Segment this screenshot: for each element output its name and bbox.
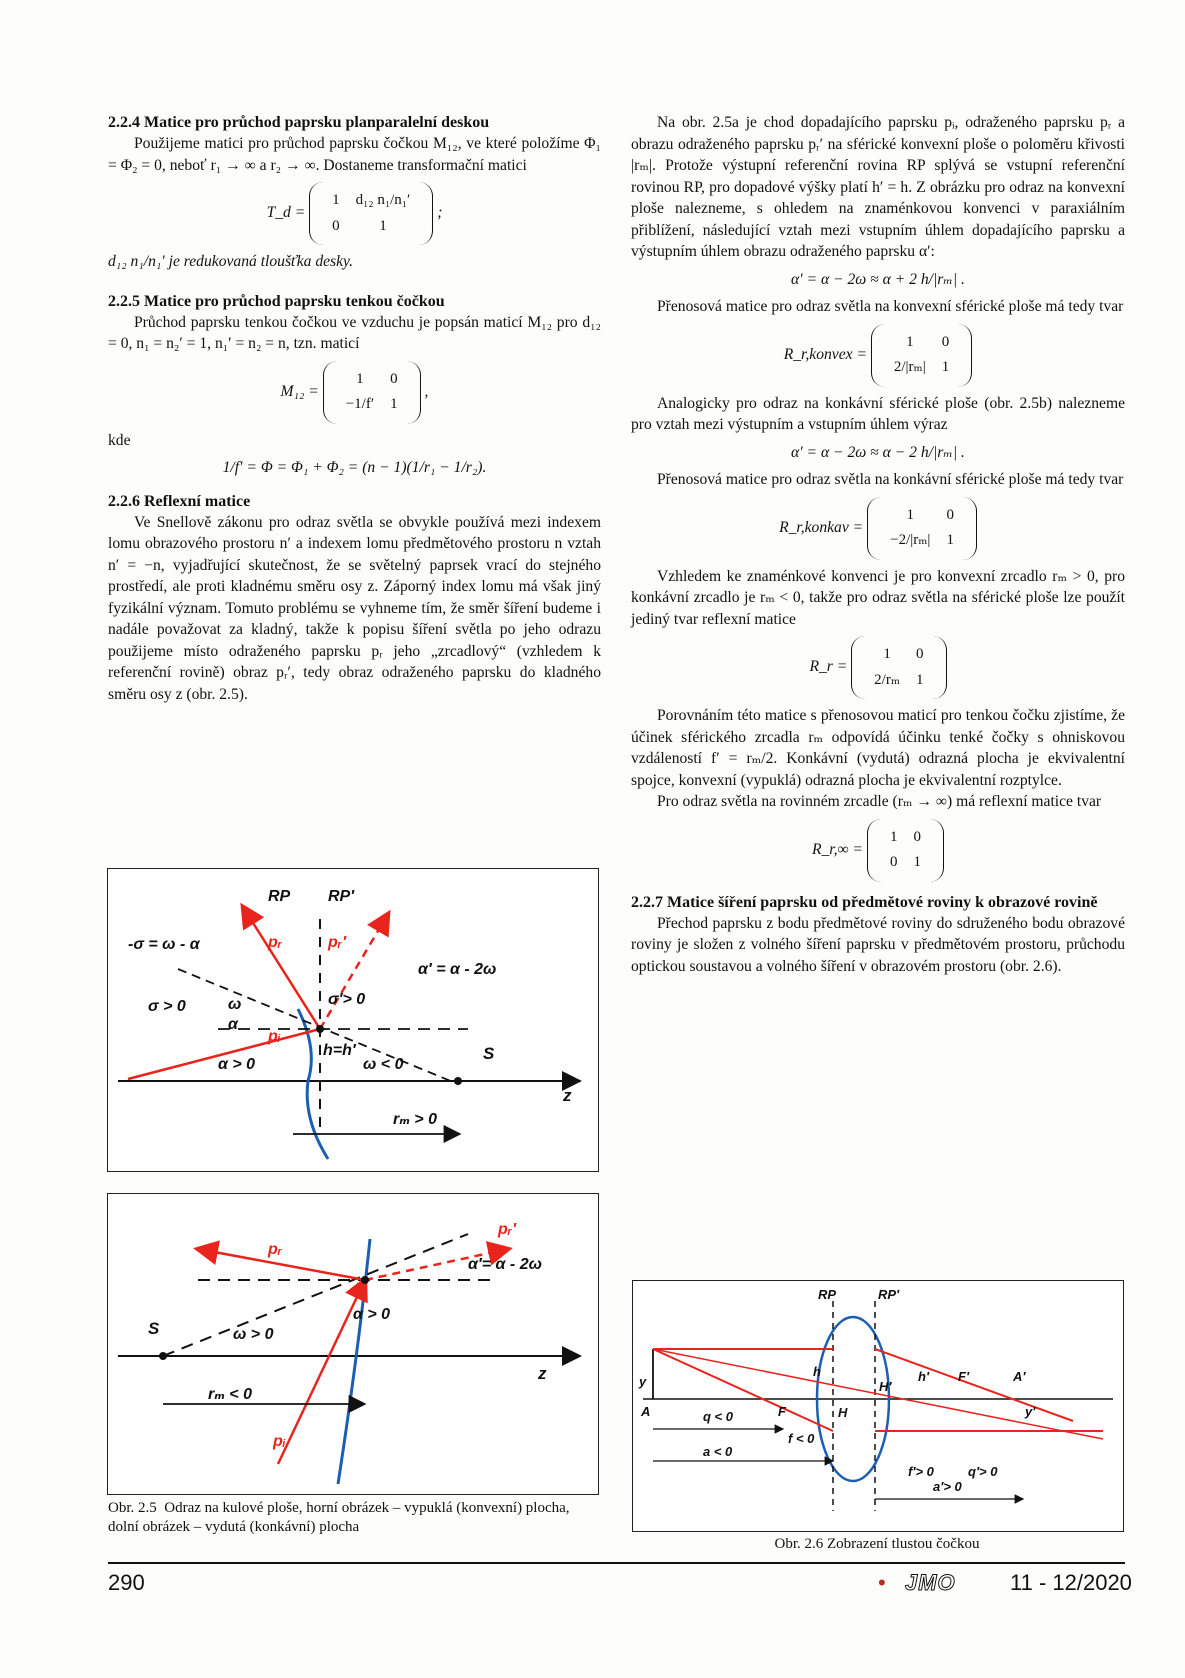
matrix-m12 bbox=[108, 361, 601, 424]
matrix-cell: 2/|rₘ| bbox=[893, 359, 926, 375]
journal-logo: JMO bbox=[905, 1570, 956, 1595]
incidence-point bbox=[316, 1025, 324, 1033]
matrix-lhs: T_d = bbox=[266, 204, 306, 222]
paragraph: Porovnáním této matice s přenosovou maticí pro tenkou čočku zjistíme, že účinek sférického zrcadla rₘ odpovídá účinku tenké čočky s ohniskovou vzdáleností f′ = rₘ/2. Konkávní (vydutá) odrazná plocha je ekvivalentní spojce, konvexní (vypuklá) odrazná plocha je ekvivalentní rozptylce. bbox=[631, 707, 1125, 789]
figure-2-6 bbox=[632, 1280, 1124, 1532]
caption-text: Odraz na kulové ploše, horní obrázek – vypuklá (konvexní) plocha, dolní obrázek – vydutá (konkávní) plocha bbox=[108, 1500, 570, 1535]
label-omega: ω > 0 bbox=[233, 1326, 274, 1343]
matrix-cell: 0 bbox=[941, 333, 950, 350]
label-pi: pᵢ bbox=[273, 1433, 286, 1450]
matrix-cell: 1 bbox=[332, 192, 340, 208]
center-point bbox=[159, 1352, 167, 1360]
matrix-cell: 1 bbox=[390, 396, 398, 412]
label-rp: RP bbox=[818, 1287, 837, 1302]
matrix-body bbox=[323, 361, 421, 424]
matrix-cell: d₁₂ n₁/n₁′ bbox=[355, 192, 411, 208]
right-column bbox=[631, 112, 1125, 977]
label-rm: rₘ > 0 bbox=[393, 1111, 437, 1128]
left-column bbox=[108, 112, 601, 705]
convex-reflection-diagram bbox=[108, 869, 598, 1171]
label-alpha2: α′ = α - 2ω bbox=[418, 961, 497, 978]
thick-lens-diagram bbox=[633, 1281, 1123, 1531]
label-H: H bbox=[838, 1405, 848, 1420]
matrix-cell: 1 bbox=[946, 532, 954, 548]
matrix-lhs: M₁₂ = bbox=[280, 382, 319, 400]
matrix-cell: 1 bbox=[913, 854, 921, 870]
center-point bbox=[454, 1077, 462, 1085]
matrix-reflex bbox=[631, 636, 1125, 699]
label-a: A bbox=[641, 1404, 651, 1419]
label-pr2: pᵣ′ bbox=[328, 934, 347, 951]
matrix-cell: 0 bbox=[332, 217, 340, 234]
label-rp2: RP′ bbox=[878, 1287, 900, 1302]
matrix-cell: 0 bbox=[390, 370, 398, 387]
matrix-body bbox=[851, 636, 946, 699]
matrix-cell: 1 bbox=[890, 828, 898, 845]
label-sigma-neg: -σ = ω - α bbox=[128, 936, 200, 953]
matrix-body bbox=[867, 497, 977, 560]
incidence-point bbox=[361, 1276, 369, 1284]
label-alpha-pos: α > 0 bbox=[218, 1056, 256, 1073]
matrix-cell: 1 bbox=[356, 370, 364, 387]
paragraph: Ve Snellově zákonu pro odraz světla se obvykle používá mezi indexem lomu obrazového prostoru n′ a indexem lomu předmětového prostoru n vztah n′ = −n, vyjadřující skutečnost, že se světelný paprsek vrací do stejného prostředí, ale proti kladnému směru osy z. Záporný index lomu má však jiný fyzikální význam. Tomuto problému se vyhneme tím, že směr šíření budeme i nadále považovat za kladný, takže k popisu šíření světla po jeho odrazu použijeme místo odraženého paprsku pᵣ jeho „zrcadlový“ (vzhledem k referenční rovině) obraz pᵣ′, tedy obraz odraženého paprsku do kladného směru osy z (obr. 2.5). bbox=[108, 513, 601, 703]
paragraph: Přechod paprsku z bodu předmětové roviny do sdruženého bodu obrazové roviny je složen z volného šíření paprsku v předmětovém prostoru, průchodu optickou soustavou a volného šíření v obrazovém prostoru (obr. 2.6). bbox=[631, 914, 1125, 975]
paragraph: Vzhledem ke znaménkové konvenci je pro konvexní zrcadlo rₘ > 0, pro konkávní zrcadlo je rₘ < 0, takže pro odraz světla na sférické ploše lze použít jediný tvar reflexní matice bbox=[631, 567, 1125, 628]
label-H2: H′ bbox=[879, 1379, 892, 1394]
matrix-konvex bbox=[631, 324, 1125, 387]
matrix-cell: −1/f′ bbox=[345, 396, 375, 412]
label-alpha2: α′= α - 2ω bbox=[468, 1256, 542, 1273]
section-heading-2-2-6: 2.2.6 Reflexní matice bbox=[108, 492, 251, 510]
label-omega: ω bbox=[228, 996, 242, 1013]
equation-convex: α′ = α − 2ω ≈ α + 2 h/|rₘ| . bbox=[791, 270, 965, 288]
section-heading-2-2-7: 2.2.7 Matice šíření paprsku od předmětové roviny k obrazové rovině bbox=[631, 893, 1098, 911]
equation-concave: α′ = α − 2ω ≈ α − 2 h/|rₘ| . bbox=[791, 443, 965, 461]
label-sigma-pos: σ > 0 bbox=[148, 998, 186, 1015]
matrix-cell: 0 bbox=[890, 854, 898, 870]
issue-number: 11 - 12/2020 bbox=[1010, 1570, 1132, 1595]
figure-2-5-caption bbox=[108, 1499, 598, 1537]
ray-through-f2 bbox=[875, 1349, 1073, 1421]
matrix-body bbox=[871, 324, 972, 387]
paragraph: Pro odraz světla na rovinném zrcadle (rₘ → ∞) má reflexní matice tvar bbox=[657, 793, 1102, 810]
matrix-konkav bbox=[631, 497, 1125, 560]
section-heading-2-2-5: 2.2.5 Matice pro průchod paprsku tenkou čočkou bbox=[108, 292, 445, 310]
matrix-cell: 1 bbox=[883, 646, 891, 662]
figure-2-5-top bbox=[107, 868, 599, 1172]
label-f-neg: f < 0 bbox=[788, 1431, 815, 1446]
matrix-cell: −2/|rₘ| bbox=[890, 532, 931, 548]
label-z: z bbox=[538, 1364, 547, 1383]
paragraph: Průchod paprsku tenkou čočkou ve vzduchu je popsán maticí M₁₂ pro d₁₂ = 0, n₁ = n₂′ = 1, n₁′ = n₂ = n, tzn. maticí bbox=[108, 313, 601, 352]
label-a2: A′ bbox=[1013, 1369, 1026, 1384]
ray-chief bbox=[653, 1349, 1103, 1439]
label-s: S bbox=[483, 1044, 495, 1063]
matrix-cell: 1 bbox=[906, 506, 915, 523]
caption-number: Obr. 2.5 bbox=[108, 1500, 157, 1516]
note: d₁₂ n₁/n₁′ je redukovaná tloušťka desky. bbox=[108, 253, 353, 270]
matrix-td bbox=[108, 182, 601, 245]
label-rm: rₘ < 0 bbox=[208, 1386, 252, 1403]
label-alpha: α bbox=[228, 1016, 238, 1033]
normal-line bbox=[163, 1234, 468, 1356]
label-y2: y′ bbox=[1025, 1404, 1036, 1419]
label-s: S bbox=[148, 1319, 160, 1338]
label-y: y bbox=[639, 1374, 647, 1389]
label-f2: F′ bbox=[958, 1369, 970, 1384]
paragraph: Analogicky pro odraz na konkávní sférické ploše (obr. 2.5b) nalezneme pro vztah mezi výstupním a vstupním úhlem výraz bbox=[631, 394, 1125, 433]
incident-ray bbox=[278, 1280, 365, 1464]
equation-focal: 1/f′ = Φ = Φ₁ + Φ₂ = (n − 1)(1/r₁ − 1/r₂). bbox=[222, 459, 487, 476]
label-h: h bbox=[813, 1364, 821, 1379]
matrix-cell: 2/rₘ bbox=[874, 671, 901, 688]
footer-rule bbox=[108, 1562, 1125, 1564]
matrix-cell: 1 bbox=[941, 359, 950, 375]
label-z: z bbox=[563, 1086, 572, 1105]
label-a-pos: a′> 0 bbox=[933, 1479, 962, 1494]
label-alpha: α > 0 bbox=[353, 1306, 391, 1323]
matrix-body bbox=[867, 819, 944, 882]
label-omega-neg: ω < 0 bbox=[363, 1056, 404, 1073]
paragraph: Použijeme matici pro průchod paprsku čočkou M₁₂, ve které položíme Φ₁ = Φ₂ = 0, neboť r₁ → ∞ a r₂ → ∞. Dostaneme transformační matici bbox=[108, 135, 601, 174]
label-pr: pᵣ bbox=[268, 1241, 283, 1258]
matrix-cell: 0 bbox=[916, 646, 924, 662]
matrix-body bbox=[309, 182, 433, 245]
section-heading-2-2-4: 2.2.4 Matice pro průchod paprsku planparalelní deskou bbox=[108, 114, 490, 131]
matrix-lhs: R_r,konkav = bbox=[779, 518, 864, 536]
matrix-tail: ; bbox=[437, 204, 443, 222]
label-h2: h′ bbox=[918, 1369, 930, 1384]
paragraph: Přenosová matice pro odraz světla na konkávní sférické ploše má tedy tvar bbox=[657, 471, 1124, 488]
matrix-plane bbox=[631, 819, 1125, 882]
page-number: 290 bbox=[108, 1570, 145, 1595]
label-f: F bbox=[778, 1404, 786, 1419]
matrix-lhs: R_r,konvex = bbox=[783, 345, 867, 363]
paragraph: Přenosová matice pro odraz světla na konvexní sférické ploše má tedy tvar bbox=[657, 298, 1124, 315]
matrix-tail: , bbox=[424, 382, 429, 400]
label-pr2: pᵣ′ bbox=[498, 1221, 517, 1238]
matrix-cell: 1 bbox=[906, 333, 914, 350]
label-h: h=h′ bbox=[323, 1042, 356, 1059]
label-pr: pᵣ bbox=[268, 934, 283, 951]
figure-2-6-caption: Obr. 2.6 Zobrazení tlustou čočkou bbox=[774, 1536, 980, 1552]
label-q-pos: q′> 0 bbox=[968, 1464, 998, 1479]
footer-bullet: • bbox=[878, 1570, 886, 1595]
mirrored-ray bbox=[320, 914, 388, 1029]
label-a-neg: a < 0 bbox=[703, 1444, 733, 1459]
matrix-lhs: R_r,∞ = bbox=[811, 840, 864, 858]
label-pi: pᵢ bbox=[268, 1028, 281, 1045]
kde-label: kde bbox=[108, 431, 131, 449]
matrix-cell: 0 bbox=[946, 506, 954, 523]
matrix-cell: 1 bbox=[379, 217, 387, 234]
matrix-cell: 0 bbox=[913, 828, 921, 845]
label-q: q < 0 bbox=[703, 1409, 733, 1424]
ray-through-f bbox=[653, 1349, 833, 1431]
matrix-cell: 1 bbox=[916, 671, 924, 688]
concave-reflection-diagram bbox=[108, 1194, 598, 1494]
figure-2-5-bottom bbox=[107, 1193, 599, 1495]
label-rp: RP bbox=[268, 888, 291, 905]
label-sigma2: σ′> 0 bbox=[328, 991, 366, 1008]
matrix-lhs: R_r = bbox=[809, 658, 848, 676]
label-rp2: RP′ bbox=[328, 888, 355, 905]
label-f-pos: f′> 0 bbox=[908, 1464, 934, 1479]
paragraph: Na obr. 2.5a je chod dopadajícího paprsku pᵢ, odraženého paprsku pᵣ a obrazu odraženého paprsku pᵣ′ na sférické konvexní ploše o poloměru křivosti |rₘ|. Protože výstupní referenční rovina RP splývá se vstupní referenční rovinou RP, pro dopadové výšky platí h′ = h. Z obrázku pro odraz na konvexní ploše nalezneme, s ohledem na znaménkovou konvenci v paraxiálním přiblížení, následující vztah mezi vstupním úhlem dopadajícího paprsku a výstupním úhlem obrazu odraženého paprsku α′: bbox=[631, 114, 1125, 260]
